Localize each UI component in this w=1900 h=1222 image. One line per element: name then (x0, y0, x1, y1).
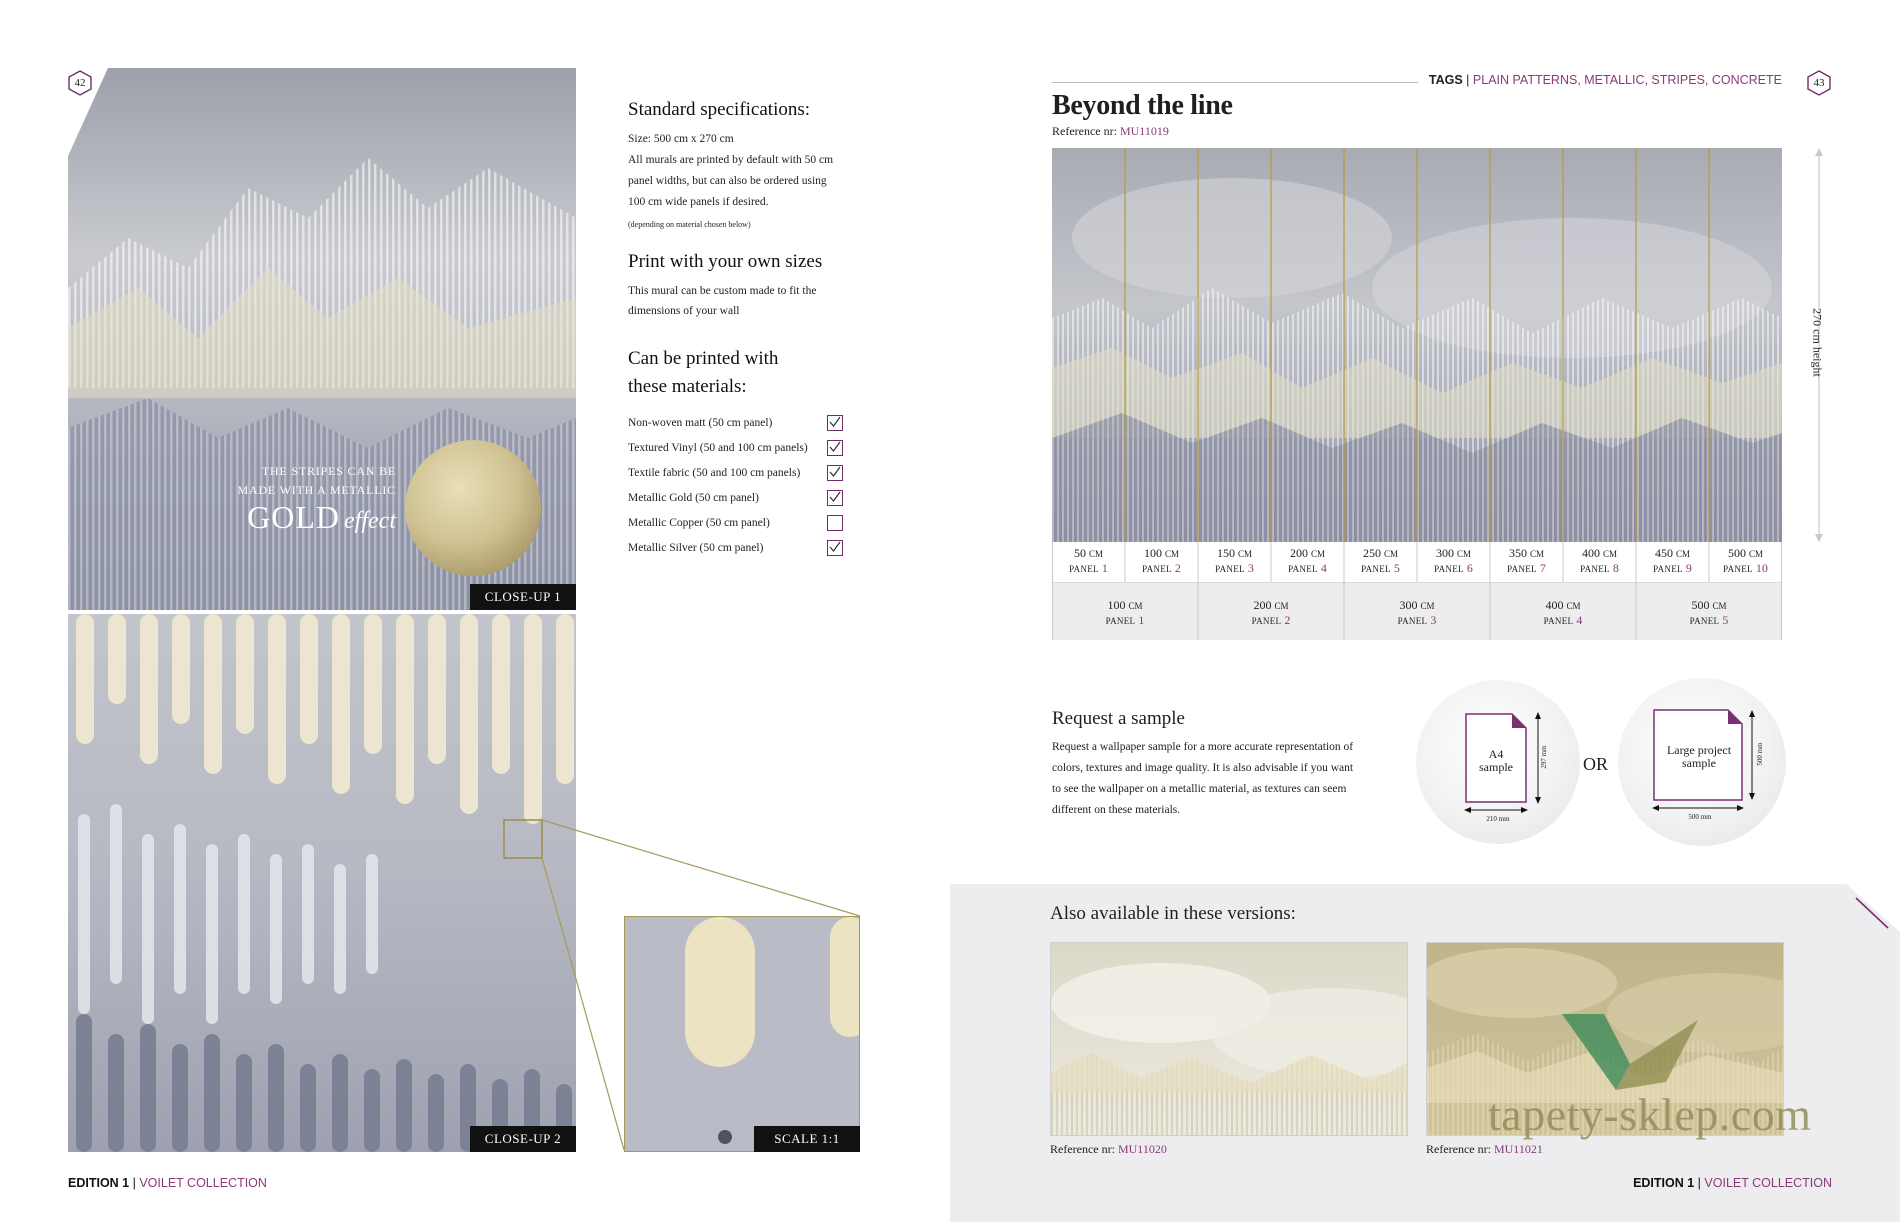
a4-width-label: 210 mm (1486, 815, 1510, 823)
gold-note-line1: THE STRIPES CAN BE (261, 464, 396, 478)
page-number-right: 43 (1806, 70, 1832, 96)
tags-label: TAGS (1428, 73, 1463, 87)
footer-right (1500, 1176, 1832, 1190)
panel-cell: 450 CM PANEL 9 (1653, 546, 1692, 575)
mural-image (1052, 148, 1782, 542)
panel-cell: 250 CM PANEL 5 (1361, 546, 1400, 575)
material-row (628, 413, 843, 433)
material-row (628, 463, 843, 483)
sample-line-4: different on these materials. (1052, 804, 1181, 816)
spec-line-1: All murals are printed by default with 50 cm (628, 154, 834, 166)
spec-small-note: (depending on material chosen below) (628, 220, 751, 229)
tags-separator: | (1466, 73, 1470, 87)
a4-height-label: 297 mm (1540, 745, 1548, 769)
panel-cell: 150 CM PANEL 3 (1215, 546, 1254, 575)
size-text: Size: 500 cm x 270 cm (628, 133, 734, 145)
footer-edition: EDITION 1 (68, 1176, 130, 1190)
large-width-label: 500 mm (1688, 813, 1712, 821)
large-sample-label: Large project sample (1666, 743, 1732, 770)
print-sizes-heading: Print with your own sizes (628, 251, 823, 272)
panel-cell-wide: 300 CM PANEL 3 (1397, 598, 1437, 627)
version-2-ref: Reference nr: MU11021 (1426, 1142, 1543, 1156)
version-1-image[interactable] (1050, 942, 1408, 1136)
a4-label: A4 sample (1479, 747, 1513, 774)
material-label: Metallic Gold (50 cm panel) (628, 492, 759, 504)
checkbox[interactable] (827, 415, 843, 431)
checkbox[interactable] (827, 490, 843, 506)
page-number-left: 42 (67, 70, 93, 96)
watermark-logo-icon (1560, 1010, 1700, 1096)
panel-cell-wide: 200 CM PANEL 2 (1251, 598, 1291, 627)
tags-value: PLAIN PATTERNS, METALLIC, STRIPES, CONCRETE (1472, 73, 1782, 87)
material-row (628, 438, 843, 458)
corner-slash (1852, 894, 1892, 934)
panel-cell: 400 CM PANEL 8 (1580, 546, 1619, 575)
versions-heading: Also available in these versions: (1050, 903, 1296, 924)
print-line-2: dimensions of your wall (628, 305, 740, 317)
footer-left (68, 1176, 267, 1190)
footer-collection: VOILET COLLECTION (139, 1176, 267, 1190)
panel-cell-wide: 500 CM PANEL 5 (1689, 598, 1729, 627)
footer-separator: | (1697, 1176, 1701, 1190)
sample-heading: Request a sample (1052, 708, 1185, 729)
material-label: Metallic Copper (50 cm panel) (628, 517, 770, 529)
footer-edition: EDITION 1 (1633, 1176, 1695, 1190)
material-label: Textile fabric (50 and 100 cm panels) (628, 467, 801, 479)
tags-line (1300, 73, 1782, 87)
checkbox[interactable] (827, 540, 843, 556)
page-title: Beyond the line (1052, 90, 1233, 121)
reference-value: MU11019 (1119, 124, 1169, 138)
footer-separator: | (132, 1176, 136, 1190)
materials-heading-2: these materials: (628, 376, 747, 397)
material-label: Textured Vinyl (50 and 100 cm panels) (628, 442, 808, 454)
print-line-1: This mural can be custom made to fit the (628, 285, 817, 297)
scale-detail-image (624, 916, 860, 1152)
version-1-ref: Reference nr: MU11020 (1050, 1142, 1167, 1156)
or-text: OR (1583, 754, 1609, 774)
material-row (628, 513, 843, 533)
footer-collection: VOILET COLLECTION (1704, 1176, 1832, 1190)
material-row (628, 488, 843, 508)
sample-line-1: Request a wallpaper sample for a more accurate representation of (1052, 741, 1354, 753)
closeup-2-label: CLOSE-UP 2 (470, 1126, 576, 1152)
reference-line (1052, 124, 1169, 139)
gold-word: GOLD (247, 499, 341, 535)
height-label: 270 cm height (1810, 308, 1825, 377)
large-height-label: 500 mm (1756, 742, 1764, 766)
panel-cell-wide: 100 CM PANEL 1 (1105, 598, 1145, 627)
panel-cell: 300 CM PANEL 6 (1434, 546, 1473, 575)
watermark-text: tapety-sklep.com (1488, 1089, 1812, 1140)
checkbox[interactable] (827, 515, 843, 531)
spec-line-2: panel widths, but can also be ordered using (628, 175, 827, 187)
panel-cell: 500 CM PANEL 10 (1723, 546, 1768, 575)
checkbox[interactable] (827, 465, 843, 481)
scale-label: SCALE 1:1 (754, 1126, 860, 1152)
material-row (628, 538, 843, 558)
panel-cell: 50 CM PANEL 1 (1069, 546, 1108, 575)
materials-heading-1: Can be printed with (628, 348, 779, 369)
panel-cell: 100 CM PANEL 2 (1142, 546, 1181, 575)
gold-note-line2: MADE WITH A METALLIC (237, 483, 396, 497)
sample-line-2: colors, textures and image quality. It is also advisable if you want (1052, 762, 1354, 774)
sample-line-3: to see the wallpaper on a metallic material, as textures can seem (1052, 783, 1347, 795)
effect-word: effect (344, 508, 396, 534)
standard-spec-heading: Standard specifications: (628, 99, 811, 120)
panel-cell: 350 CM PANEL 7 (1507, 546, 1546, 575)
material-label: Non-woven matt (50 cm panel) (628, 417, 773, 429)
spec-line-3: 100 cm wide panels if desired. (628, 196, 769, 208)
material-label: Metallic Silver (50 cm panel) (628, 542, 764, 554)
checkbox[interactable] (827, 440, 843, 456)
panel-cell-wide: 400 CM PANEL 4 (1543, 598, 1583, 627)
reference-label: Reference nr: (1052, 124, 1117, 138)
closeup-1-label: CLOSE-UP 1 (470, 584, 576, 610)
panel-cell: 200 CM PANEL 4 (1288, 546, 1327, 575)
